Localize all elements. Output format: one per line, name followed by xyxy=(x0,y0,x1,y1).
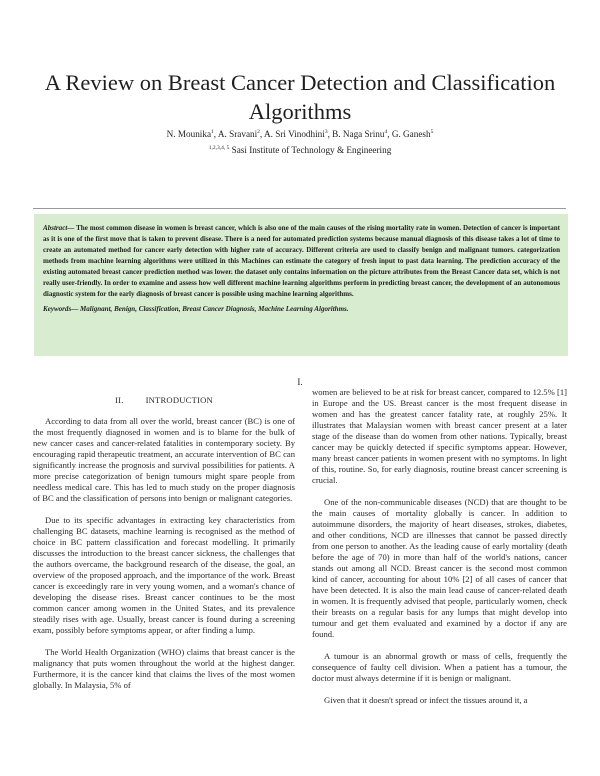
author-name: N. Mounika xyxy=(166,129,212,139)
keywords-paragraph xyxy=(43,304,560,315)
author-separator: , xyxy=(259,129,265,139)
affiliation xyxy=(0,144,600,156)
abstract-box xyxy=(34,214,568,356)
body-paragraph: women are believed to be at risk for breast cancer, compared to 12.5% [1] in Europe and the US. Breast cancer is the most frequent disease in women and has the greatest cancer fatality rate, at roughly 25%. It illustrates that Malaysian women with breast cancer present at a later stage of the disease than do women from other nations. Typically, breast cancer may be quickly detected if specific symptoms appear. However, many breast cancer patients in women present with no symptoms. In light of this, routine. So, for early diagnosis, routine breast cancer screening is crucial. xyxy=(312,387,567,486)
section-heading xyxy=(33,395,295,406)
author-affiliation-mark: 4 xyxy=(384,128,388,135)
body-paragraph: The World Health Organization (WHO) claims that breast cancer is the malignancy that puts women throughout the world at the highest danger. Furthermore, it is the cancer kind that claims the lives of the most women globally. In Malaysia, 5% of xyxy=(33,646,295,691)
author-separator: , xyxy=(327,129,333,139)
section-number: II. xyxy=(115,395,124,405)
body-paragraph: According to data from all over the world, breast cancer (BC) is one of the most frequently diagnosed in women and is to blame for the bulk of new cancer cases and cancer-related fatalities in contemporary society. By encouraging rapid therapeutic treatment, an accurate intervention of BC can significantly increase the prognosis and survival possibilities for patients. A more precise categorization of benign tumours might spare people from needless medical care. This has led to much study on the proper diagnosis of BC and the classification of persons into benign or malignant categories. xyxy=(33,416,295,504)
author-affiliation-mark: 2 xyxy=(257,128,260,135)
author-affiliation-mark: 1 xyxy=(211,128,214,135)
author-affiliation-mark: 3 xyxy=(324,128,328,135)
abstract-dash: — xyxy=(67,224,77,232)
abstract-text: The most common disease in women is breast cancer, which is also one of the main causes of the rising mortality rate in women. Detection of cancer is important as it is one of the first move that is taken to prevent disease. There is a need for automated prediction systems because manual diagnosis of this disease takes a lot of time to create an automated method for cancer early detection with higher rate of accuracy. Different criteria are used to classify benign and malignant tumors. categorization methods from machine learning algorithms were utilized in this Machines can estimate the category of fresh input to past data learning. The prediction accuracy of the existing automated breast cancer prediction method was lower. the dataset only contains information on the picture attributes from the Breast Cancer data set, which is not really user-friendly. In order to examine and assess how well different machine learning algorithms perform in predicting breast cancer, the development of an autonomous diagnostic system for the early diagnosis of breast cancer is possible using machine learning algorithms. xyxy=(43,224,561,298)
affiliation-mark: 1,2,3,4, 5 xyxy=(208,144,230,151)
author-name: B. Naga Srinu xyxy=(332,129,385,139)
body-paragraph: A tumour is an abnormal growth or mass of cells, frequently the consequence of faulty cell division. When a patient has a tumour, the doctor must always determine if it is benign or malignant. xyxy=(312,651,567,684)
affiliation-name: Sasi Institute of Technology & Engineering xyxy=(231,145,392,155)
right-column xyxy=(312,387,567,776)
abstract-label: Abstract xyxy=(43,224,68,232)
abstract-paragraph xyxy=(43,223,560,300)
author-name: A. Sravani xyxy=(217,129,258,139)
keywords-label: Keywords xyxy=(43,304,72,313)
body-paragraph: Due to its specific advantages in extracting key characteristics from challenging BC datasets, machine learning is recognised as the method of choice in BC pattern classification and forecast modelling. It primarily discusses the introduction to the breast cancer sickness, the challenges that the authors overcame, the background research of the disease, the goal, an overview of the proposed approach, and the importance of the work. Breast cancer is exceedingly rare in very young women, and a woman's chance of developing the disease rises. Breast cancer continues to be the most common cancer among women in the United States, and its prevalence steadily rises with age. Usually, breast cancer is found during a screening exam, possibly before symptoms appear, or after finding a lump. xyxy=(33,514,295,636)
author-list xyxy=(0,128,600,140)
author-affiliation-mark: 5 xyxy=(430,128,434,135)
header-divider xyxy=(33,208,566,209)
keywords-text: — Malignant, Benign, Classification, Breast Cancer Diagnosis, Machine Learning Algorithms. xyxy=(71,304,349,313)
author-separator: , xyxy=(387,129,392,139)
body-paragraph: Given that it doesn't spread or infect the tissues around it, a xyxy=(324,694,528,705)
author-name: A. Sri Vinodhini xyxy=(264,129,325,139)
section-marker: I. xyxy=(297,377,303,387)
body-paragraph: One of the non-communicable diseases (NCD) that are thought to be the main causes of mortality globally is cancer. In addition to autoimmune disorders, the majority of heart diseases, strokes, diabetes, and other conditions, NCD are illnesses that cannot be passed directly from one person to another. As the leading cause of early mortality (death before the age of 70) in more than half of the world's nations, cancer stands out among all NCD. Breast cancer is the second most common kind of cancer, accounting for about 10% [2] of all cases of cancer that have been detected. It is also the main lead cause of cancer-related death in women. It is frequently advised that people, particularly women, check their breasts on a regular basis for any lumps that might develop into tumour and get them evaluated and examined by a doctor if any are found. xyxy=(312,496,567,640)
left-column xyxy=(33,387,295,776)
paper-title: A Review on Breast Cancer Detection and Classification Algorithms xyxy=(44,70,556,124)
author-name: G. Ganesh xyxy=(391,129,431,139)
author-separator: , xyxy=(213,129,218,139)
section-title: INTRODUCTION xyxy=(145,395,213,405)
